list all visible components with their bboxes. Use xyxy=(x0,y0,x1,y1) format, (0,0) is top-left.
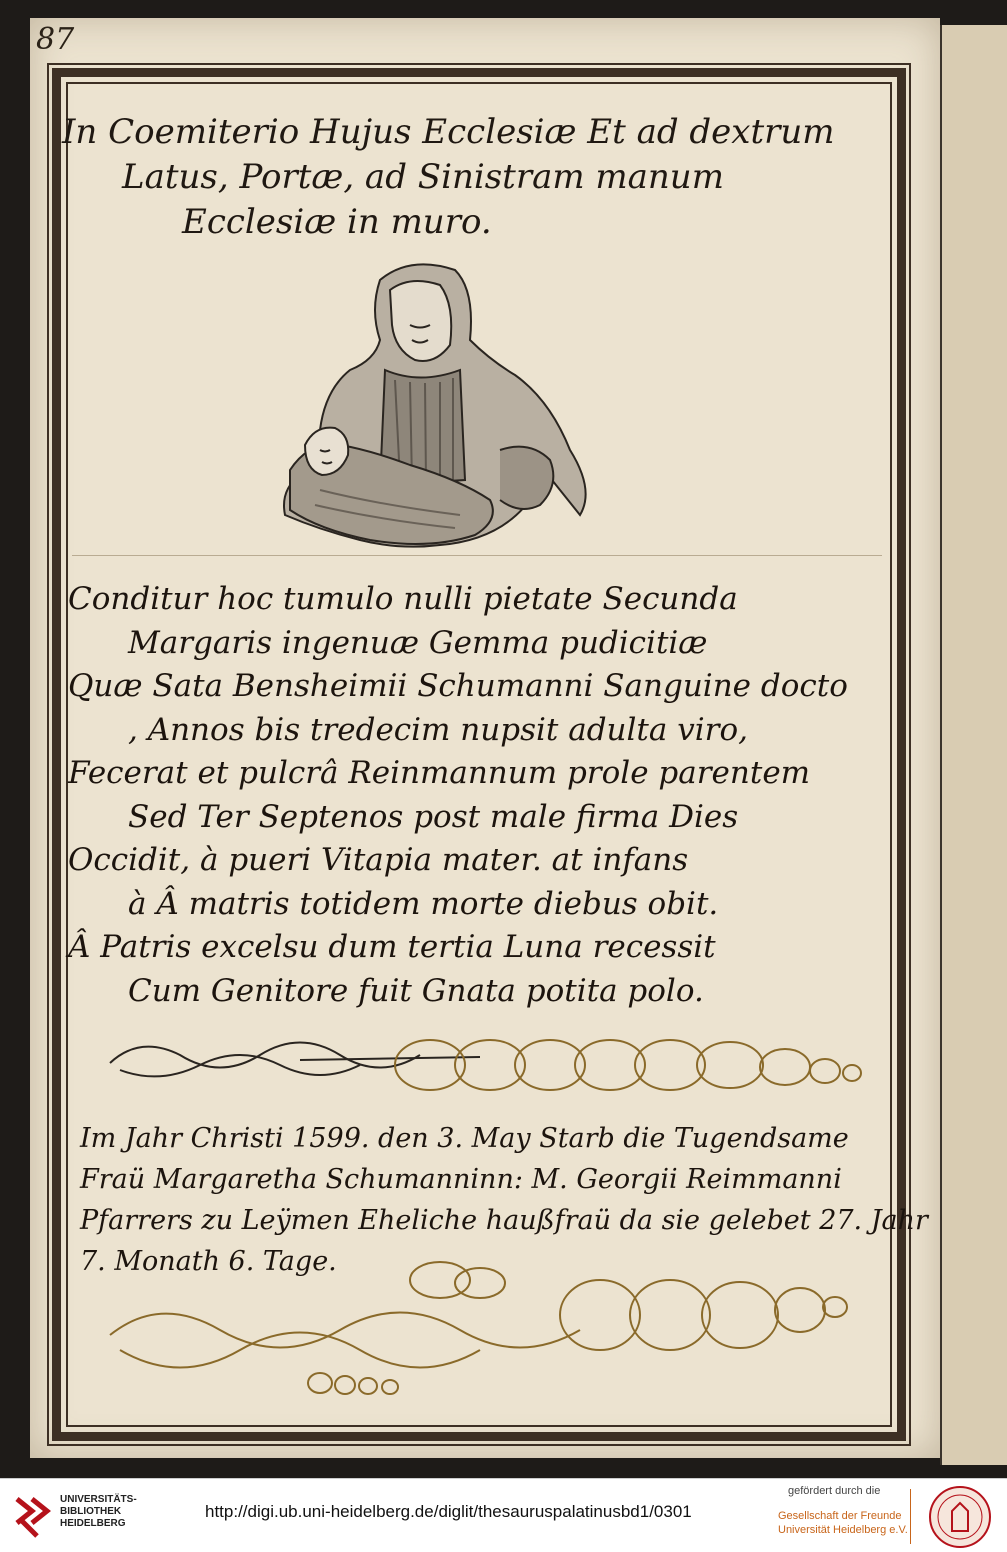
latin-epitaph xyxy=(68,578,868,1013)
page-number: 87 xyxy=(36,22,75,57)
inscription-heading xyxy=(62,110,862,245)
german-line: 7. Monath 6. Tage. xyxy=(80,1246,337,1277)
library-name xyxy=(60,1494,137,1530)
poem-line: Fecerat et pulcrâ Reinmannum prole parentem xyxy=(68,755,811,791)
german-line: Fraü Margaretha Schumanninn: M. Georgii Reimmanni xyxy=(80,1164,842,1195)
library-name-line: UNIVERSITÄTS- xyxy=(60,1494,137,1505)
poem-line: Sed Ter Septenos post male firma Dies xyxy=(128,798,739,835)
poem-line: Â Patris excelsu dum tertia Luna recessit xyxy=(68,929,716,965)
poem-line: Conditur hoc tumulo nulli pietate Secunda xyxy=(68,581,738,617)
sponsor-line: Universität Heidelberg e.V. xyxy=(778,1524,908,1536)
permalink-url[interactable]: http://digi.ub.uni-heidelberg.de/diglit/thesauruspalatinusbd1/0301 xyxy=(205,1502,692,1521)
heading-line-1: In Coemiterio Hujus Ecclesiæ Et ad dextrum xyxy=(62,112,835,152)
footer-divider xyxy=(910,1489,911,1544)
poem-line: Cum Genitore fuit Gnata potita polo. xyxy=(128,972,704,1009)
poem-line: à Â matris totidem morte diebus obit. xyxy=(128,885,719,922)
sponsor-intro: gefördert durch die xyxy=(788,1485,881,1497)
library-footer xyxy=(0,1478,1007,1552)
poem-line: Quæ Sata Bensheimii Schumanni Sanguine docto xyxy=(68,668,848,704)
calligraphic-flourish-upper xyxy=(100,1025,870,1100)
heading-line-3: Ecclesiæ in muro. xyxy=(182,202,492,242)
poem-line: , Annos bis tredecim nupsit adulta viro, xyxy=(128,711,748,748)
university-library-logo-icon xyxy=(12,1491,54,1541)
poem-line: Occidit, à pueri Vitapia mater. at infans xyxy=(68,842,689,878)
facing-page-edge xyxy=(940,25,1007,1465)
poem-line: Margaris ingenuæ Gemma pudicitiæ xyxy=(128,624,708,661)
german-line: Pfarrers zu Leÿmen Eheliche haußfraü da sie gelebet 27. Jahr xyxy=(80,1205,928,1236)
library-name-line: BIBLIOTHEK xyxy=(60,1506,122,1517)
heading-line-2: Latus, Portæ, ad Sinistram manum xyxy=(122,157,724,197)
section-divider xyxy=(72,555,882,556)
calligraphic-flourish-lower xyxy=(100,1255,870,1405)
german-line: Im Jahr Christi 1599. den 3. May Starb die Tugendsame xyxy=(80,1123,849,1154)
university-seal-icon xyxy=(928,1485,992,1549)
woman-with-infant-illustration xyxy=(260,250,610,560)
sponsor-name xyxy=(778,1509,908,1537)
sponsor-line: Gesellschaft der Freunde xyxy=(778,1510,902,1522)
library-name-line: HEIDELBERG xyxy=(60,1518,126,1529)
